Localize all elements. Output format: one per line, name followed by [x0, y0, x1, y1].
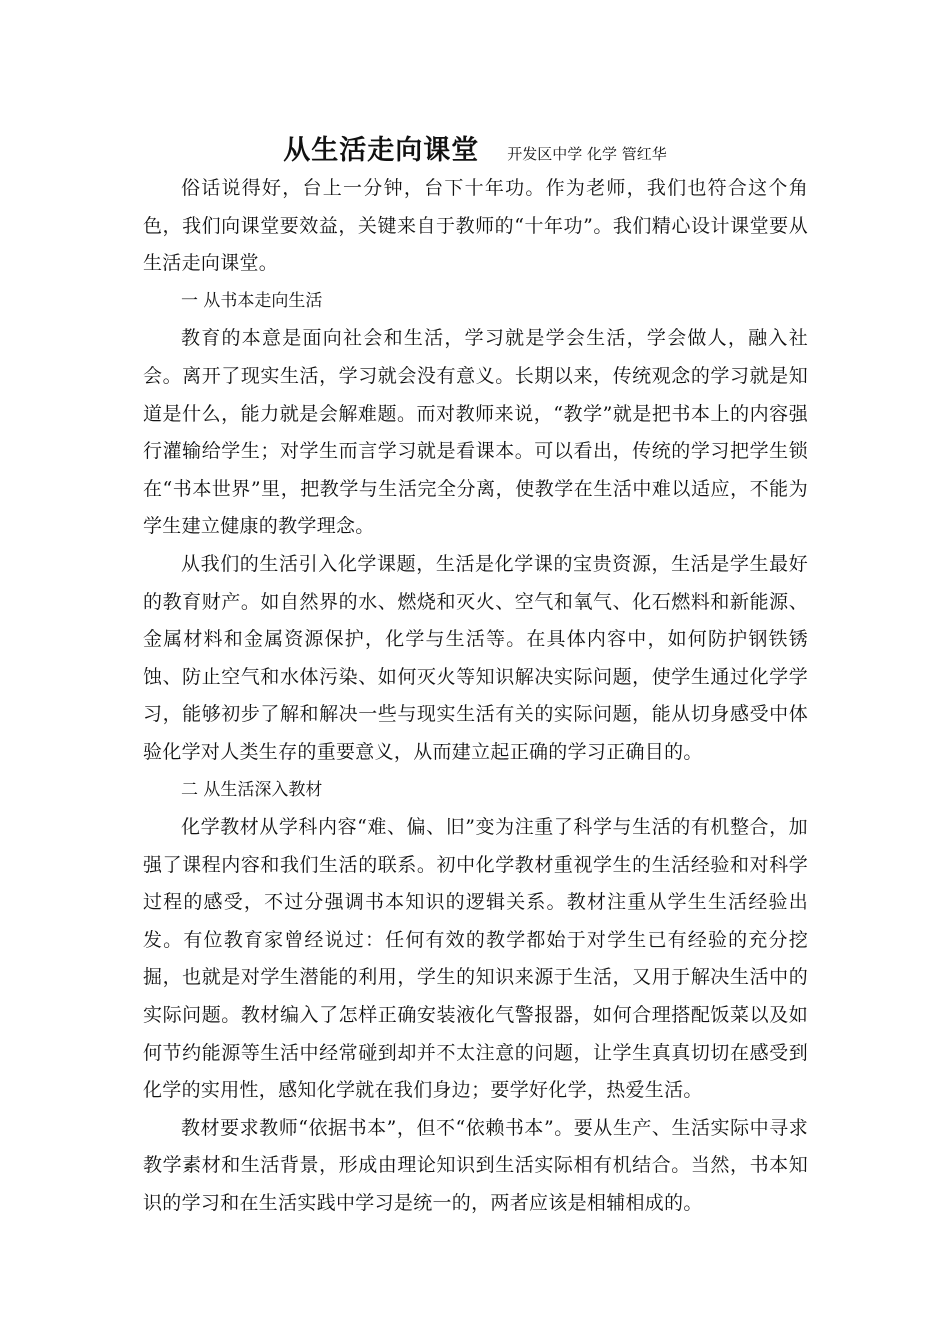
document-body [143, 170, 808, 1223]
document-title: 从生活走向课堂 [283, 135, 480, 166]
intro-paragraph: 俗话说得好，台上一分钟，台下十年功。作为老师，我们也符合这个角色，我们向课堂要效益，关键来自于教师的“十年功”。我们精心设计课堂要从生活走向课堂。 [143, 177, 808, 275]
section1-paragraph-2: 从我们的生活引入化学课题，生活是化学课的宝贵资源，生活是学生最好的教育财产。如自然界的水、燃烧和灭火、空气和氧气、化石燃料和新能源、金属材料和金属资源保护，化学与生活等。在具体内容中，如何防护钢铁锈蚀、防止空气和水体污染、如何灭火等知识解决实际问题，使学生通过化学学习，能够初步了解和解决一些与现实生活有关的实际问题，能从切身感受中体验化学对人类生存的重要意义，从而建立起正确的学习正确目的。 [143, 552, 808, 763]
section-heading-2: 二 从生活深入教材 [181, 779, 323, 800]
section2-paragraph-2: 教材要求教师“依据书本”，但不“依赖书本”。要从生产、生活实际中寻求教学素材和生活背景，形成由理论知识到生活实际相有机结合。当然，书本知识的学习和在生活实践中学习是统一的，两者应该是相辅相成的。 [143, 1116, 808, 1215]
section-heading-1: 一 从书本走向生活 [181, 290, 323, 311]
section1-paragraph-1: 教育的本意是面向社会和生活，学习就是学会生活，学会做人，融入社会。离开了现实生活，学习就会没有意义。长期以来，传统观念的学习就是知道是什么，能力就是会解难题。而对教师来说，“教学”就是把书本上的内容强行灌输给学生；对学生而言学习就是看课本。可以看出，传统的学习把学生锁在“书本世界”里，把教学与生活完全分离，使教学在生活中难以适应，不能为学生建立健康的教学理念。 [143, 327, 808, 538]
author-line: 开发区中学 化学 管红华 [507, 145, 667, 163]
title-line [0, 128, 950, 167]
section2-paragraph-1: 化学教材从学科内容“难、偏、旧”变为注重了科学与生活的有机整合，加强了课程内容和我们生活的联系。初中化学教材重视学生的生活经验和对科学过程的感受，不过分强调书本知识的逻辑关系。教材注重从学生生活经验出发。有位教育家曾经说过：任何有效的教学都始于对学生已有经验的充分挖掘，也就是对学生潜能的利用，学生的知识来源于生活，又用于解决生活中的实际问题。教材编入了怎样正确安装液化气警报器，如何合理搭配饭菜以及如何节约能源等生活中经常碰到却并不太注意的问题，让学生真真切切在感受到化学的实用性，感知化学就在我们身边；要学好化学，热爱生活。 [143, 816, 808, 1102]
